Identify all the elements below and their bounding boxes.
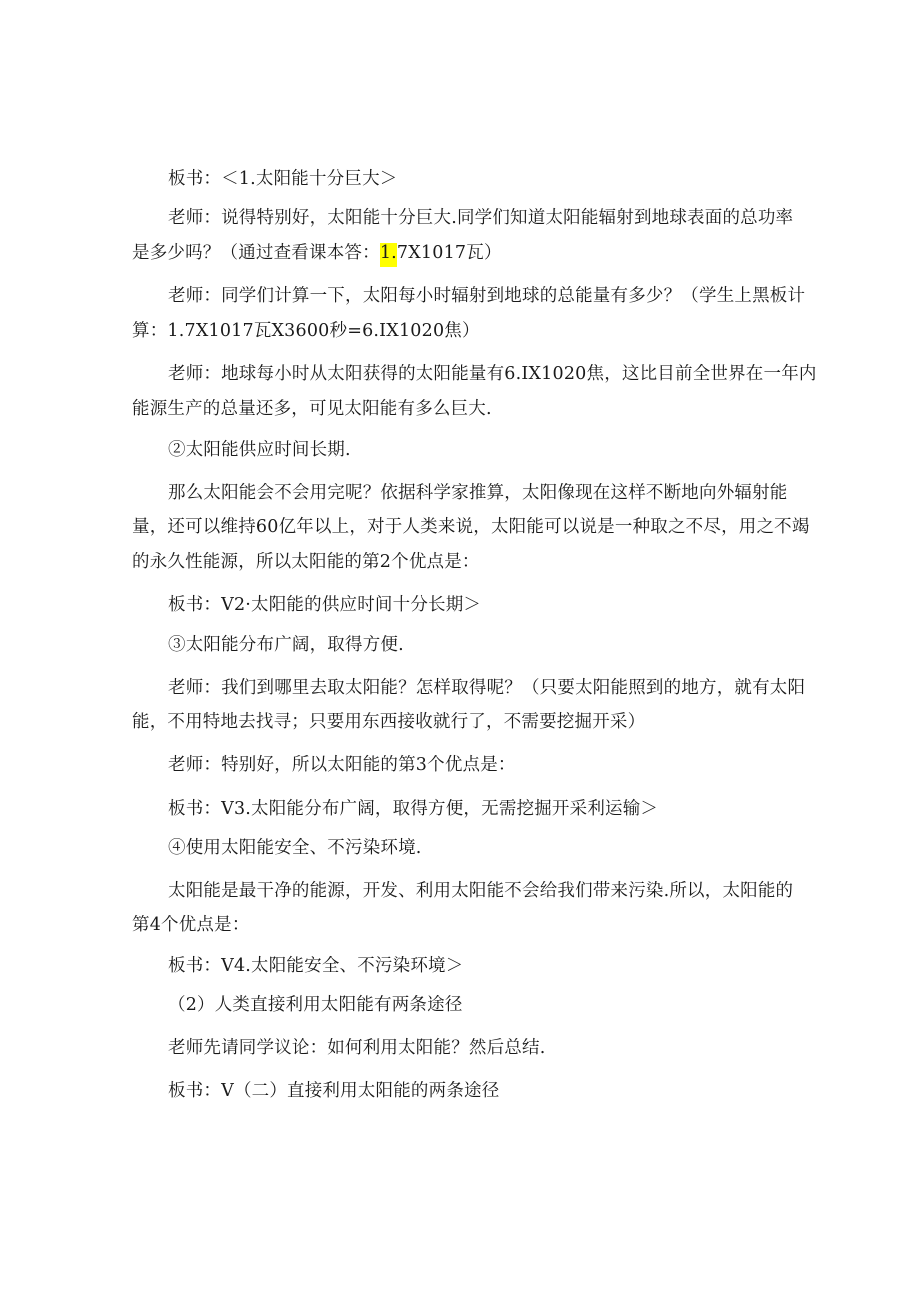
teacher-paragraph-2-line-2: 算：1.7X1017瓦X3600秒=6.IX1020焦） — [132, 321, 480, 341]
teacher-paragraph-4-line-2: 能，不用特地去找寻；只要用东西接收就行了，不需要挖掘开采） — [132, 712, 646, 732]
board-note-4: 板书：V4.太阳能安全、不污染环境＞ — [168, 956, 464, 976]
teacher-paragraph-2-line-1: 老师：同学们计算一下，太阳每小时辐射到地球的总能量有多少？（学生上黑板计 — [168, 286, 806, 306]
teacher-paragraph-3-line-2: 能源生产的总量还多，可见太阳能有多么巨大. — [132, 399, 492, 419]
paragraph-5-line-1: 太阳能是最干净的能源，开发、利用太阳能不会给我们带来污染.所以，太阳能的 — [168, 881, 794, 901]
teacher-paragraph-1-line-1: 老师：说得特别好，太阳能十分巨大.同学们知道太阳能辐射到地球表面的总功率 — [168, 208, 794, 228]
teacher-paragraph-6: 老师先请同学议论：如何利用太阳能？然后总结. — [168, 1038, 546, 1058]
board-note-5: 板书：V（二）直接利用太阳能的两条途径 — [168, 1081, 500, 1101]
text-segment: 7X1017瓦） — [396, 243, 502, 263]
section-heading-2: （2）人类直接利用太阳能有两条途径 — [168, 995, 463, 1015]
board-note-3: 板书：V3.太阳能分布广阔，取得方便，无需挖掘开采利运输＞ — [168, 799, 659, 819]
point-2-heading: ②太阳能供应时间长期. — [168, 440, 351, 460]
teacher-paragraph-4-line-1: 老师：我们到哪里去取太阳能？怎样取得呢？（只要太阳能照到的地方，就有太阳 — [168, 678, 806, 698]
paragraph-4-line-1: 那么太阳能会不会用完呢？依据科学家推算，太阳像现在这样不断地向外辐射能 — [168, 483, 788, 503]
board-note-2: 板书：V2·太阳能的供应时间十分长期＞ — [168, 595, 482, 615]
point-3-heading: ③太阳能分布广阔，取得方便. — [168, 635, 404, 655]
paragraph-5-line-2: 第4个优点是： — [132, 915, 250, 935]
teacher-paragraph-1-line-2 — [132, 241, 502, 265]
teacher-paragraph-3-line-1: 老师：地球每小时从太阳获得的太阳能量有6.IX1020焦，这比目前全世界在一年内 — [168, 364, 817, 384]
paragraph-4-line-3: 的永久性能源，所以太阳能的第2个优点是： — [132, 552, 480, 572]
board-note-1: 板书：＜1.太阳能十分巨大＞ — [168, 169, 398, 189]
highlighted-text: 1. — [380, 243, 397, 267]
teacher-paragraph-5: 老师：特别好，所以太阳能的第3个优点是： — [168, 755, 516, 775]
paragraph-4-line-2: 量，还可以维持60亿年以上，对于人类来说，太阳能可以说是一种取之不尽，用之不竭 — [132, 517, 810, 537]
point-4-heading: ④使用太阳能安全、不污染环境. — [168, 838, 422, 858]
text-segment: 是多少吗？（通过查看课本答： — [132, 243, 380, 263]
